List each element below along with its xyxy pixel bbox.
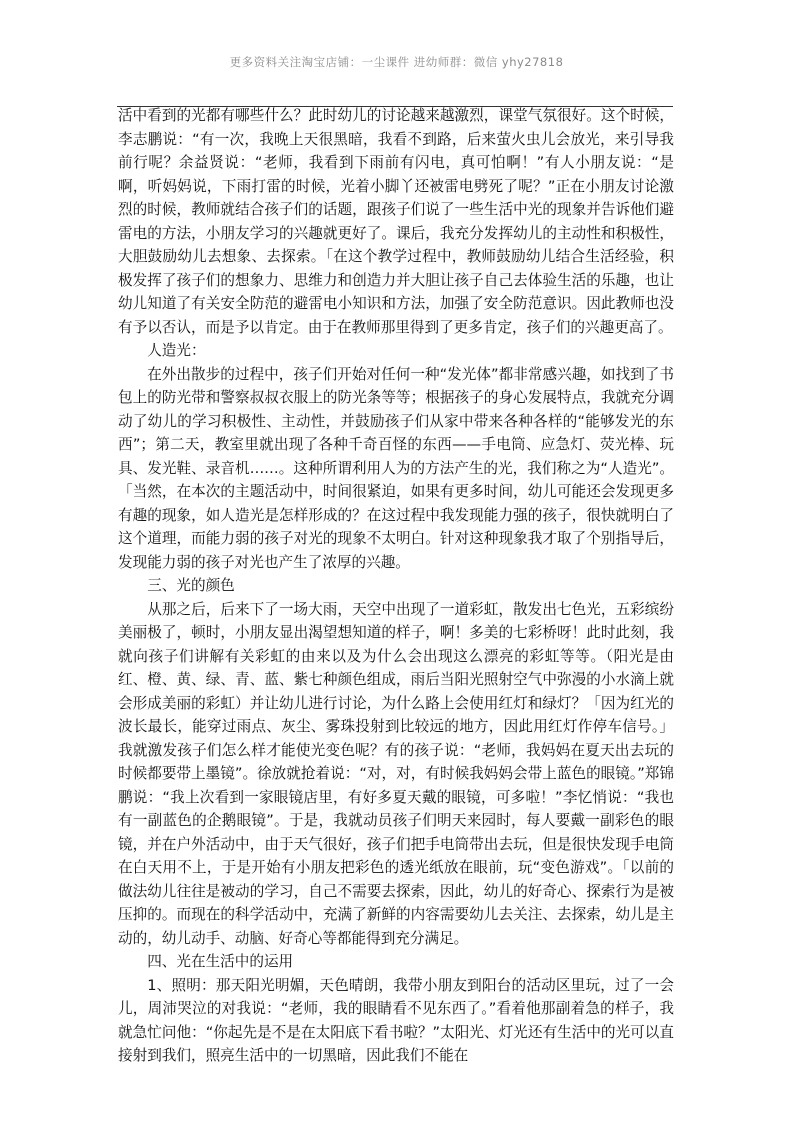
paragraph-artificial-light: 在外出散步的过程中，孩子们开始对任何一种“发光体”都非常感兴趣，如找到了书包上的防光带和警察叔叔衣服上的防光条等等；根据孩子的身心发展特点，我就充分调动了幼儿的学习积极性、主动性，并鼓励孩子们从家中带来各种各样的“能够发光的东西”；第二天，教室里就出现了各种千奇百怪的东西——手电筒、应急灯、荧光棒、玩具、发光鞋、录音机……。这种所谓利用人为的方法产生的光，我们称之为“人造光”。「当然，在本次的主题活动中，时间很紧迫，如果有更多时间，幼儿可能还会发现更多有趣的现象，如人造光是怎样形成的？在这过程中我发现能力强的孩子，很快就明白了这个道理，而能力弱的孩子对光的现象不太明白。针对这种现象我才取了个别指导后，发现能力弱的孩子对光也产生了浓厚的兴趣。 [118, 365, 674, 571]
paragraph-light-color: 从那之后，后来下了一场大雨，天空中出现了一道彩虹，散发出七色光，五彩缤纷美丽极了，顿时，小朋友显出渴望想知道的样子，啊！多美的七彩桥呀！此时此刻，我就向孩子们讲解有关彩虹的由来以及为什么会出现这么漂亮的彩虹等等。（阳光是由红、橙、黄、绿、青、蓝、紫七种颜色组成，雨后当阳光照射空气中弥漫的小水滴上就会形成美丽的彩虹）并让幼儿进行讨论，为什么路上会使用红灯和绿灯？「因为红光的波长最长，能穿过雨点、灰尘、雾珠投射到比较远的地方，因此用红灯作停车信号。」我就激发孩子们怎么样才能使光变色呢？有的孩子说：“老师，我妈妈在夏天出去玩的时候都要带上墨镜”。徐放就抢着说：“对，对，有时候我妈妈会带上蓝色的眼镜。”郑锦鹏说：“我上次看到一家眼镜店里，有好多夏天戴的眼镜，可多啦！”李忆悄说：“我也有一副蓝色的企鹅眼镜”。于是，我就动员孩子们明天来园时，每人要戴一副彩色的眼镜，并在户外活动中，由于天气很好，孩子们把手电筒带出去玩，但是很快发现手电筒在白天用不上，于是开始有小朋友把彩色的透光纸放在眼前，玩“变色游戏”。「以前的做法幼儿往往是被动的学习，自己不需要去探索，因此，幼儿的好奇心、探索行为是被压抑的。而现在的科学活动中，充满了新鲜的内容需要幼儿去关注、去探索，幼儿是主动的，幼儿动手、动脑、好奇心等都能得到充分满足。 [118, 600, 674, 947]
section-heading-light-color: 三、光的颜色 [147, 577, 235, 594]
paragraph-discussion: 活中看到的光都有哪些什么？此时幼儿的讨论越来越激烈，课堂气氛很好。这个时候，李志鹏说：“有一次，我晚上天很黑暗，我看不到路，后来萤火虫儿会放光，来引导我前行呢？余益贤说：“老师，我看到下雨前有闪电，真可怕啊！”有人小朋友说：“是啊，听妈妈说，下雨打雷的时候，光着小脚丫还被雷电劈死了呢？”正在小朋友讨论激烈的时候，教师就结合孩子们的话题，跟孩子们说了一些生活中光的现象并告诉他们避雷电的方法，小朋友学习的兴趣就更好了。课后，我充分发挥幼儿的主动性和积极性，大胆鼓励幼儿去想象、去探索。「在这个教学过程中，教师鼓励幼儿结合生活经验，积极发挥了孩子们的想象力、思维力和创造力并大胆让孩子自己去体验生活的乐趣，也让幼儿知道了有关安全防范的避雷电小知识和方法，加强了安全防范意识。因此教师也没有予以否认，而是予以肯定。由于在教师那里得到了更多肯定，孩子们的兴趣更高了。 [118, 107, 674, 336]
document-body [118, 104, 674, 1068]
section-heading-artificial-light: 人造光： [147, 342, 206, 359]
page-header: 更多资料关注淘宝店铺：一尘课件 进幼师群：微信 yhy27818 [229, 55, 564, 69]
paragraph-lighting: 1、照明：那天阳光明媚，天色晴朗，我带小朋友到阳台的活动区里玩，过了一会儿，周沛哭泣的对我说：“老师，我的眼睛看不见东西了。”看着他那副着急的样子，我就急忙问他：“你起先是不是在太阳底下看书啦？”太阳光、灯光还有生活中的光可以直接射到我们，照亮生活中的一切黑暗，因此我们不能在 [118, 976, 674, 1064]
section-heading-light-uses: 四、光在生活中的运用 [147, 953, 294, 970]
